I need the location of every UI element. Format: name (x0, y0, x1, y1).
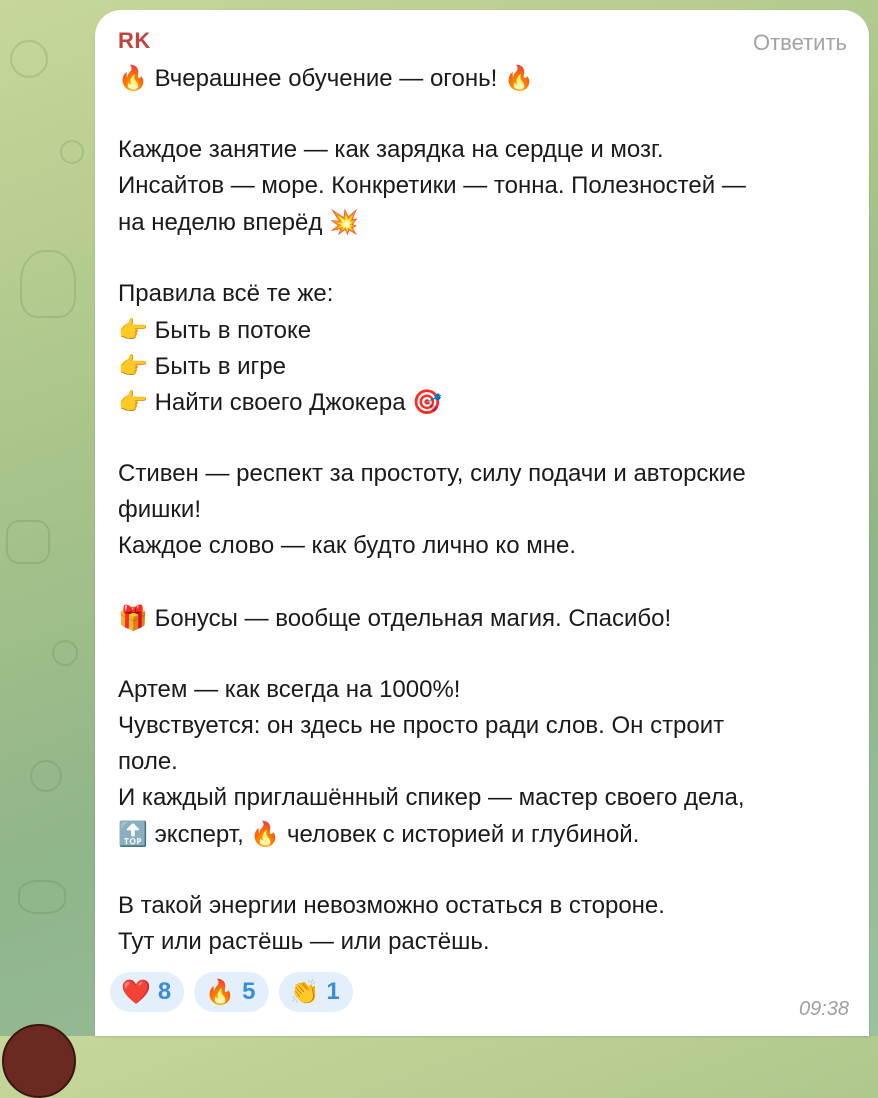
fire-icon: 🔥 (205, 978, 236, 1006)
message-time: 09:38 (798, 998, 849, 1020)
message-line (118, 816, 848, 852)
message-author[interactable]: RK (118, 28, 151, 53)
line-text: Бонусы — вообще отдельная магия. Спасибо! (154, 605, 672, 632)
emoji-icon: 🔥 (503, 64, 534, 92)
line-text: человек с историей и глубиной. (286, 821, 640, 848)
paragraph-gap (118, 852, 848, 888)
message-line (118, 528, 848, 564)
message-line (118, 492, 848, 528)
emoji-icon: 👉 (118, 316, 148, 344)
emoji-icon: 👉 (118, 352, 148, 380)
line-text: на неделю вперёд (118, 209, 323, 236)
reactions-bar (110, 972, 353, 1012)
paragraph-gap (118, 636, 848, 672)
line-text: Каждое занятие — как зарядка на сердце и мозг. (118, 136, 664, 163)
emoji-icon: 👉 (118, 388, 148, 416)
message-line (118, 456, 848, 492)
paragraph-gap (118, 420, 848, 456)
line-text: Чувствуется: он здесь не просто ради слов. Он строит (118, 712, 725, 739)
message-line (118, 204, 848, 240)
message-line (118, 924, 848, 960)
line-text: И каждый приглашённый спикер — мастер своего дела, (118, 784, 745, 811)
heart-icon: ❤️ (121, 978, 151, 1006)
sender-avatar[interactable] (2, 1024, 76, 1098)
line-text: Вчерашнее обучение — огонь! (154, 65, 498, 92)
message-line (118, 168, 848, 204)
line-text: Правила всё те же: (118, 280, 334, 307)
message-line (118, 888, 848, 924)
message-line (118, 348, 848, 384)
reaction-heart[interactable] (110, 972, 184, 1012)
line-text: Найти своего Джокера (154, 389, 406, 416)
reaction-clap[interactable] (279, 972, 353, 1012)
line-text: Артем — как всегда на 1000%! (118, 676, 461, 703)
line-text: эксперт, (154, 821, 244, 848)
emoji-icon: 🔥 (250, 820, 281, 848)
line-text: поле. (118, 748, 178, 775)
clap-icon: 👏 (289, 978, 320, 1006)
line-text: Стивен — респект за простоту, силу подачи и авторские (118, 460, 746, 487)
message-line (118, 600, 848, 636)
message-line (118, 384, 848, 420)
paragraph-gap (118, 96, 848, 132)
emoji-icon: 🎁 (118, 604, 148, 632)
paragraph-gap (118, 240, 848, 276)
message-line (118, 276, 848, 312)
line-text: В такой энергии невозможно остаться в стороне. (118, 892, 665, 919)
message-line (118, 708, 848, 744)
line-text: Быть в потоке (154, 317, 312, 344)
message-line (118, 312, 848, 348)
line-text: Инсайтов — море. Конкретики — тонна. Полезностей — (118, 172, 746, 199)
emoji-icon: 🔥 (118, 64, 148, 92)
message-text (118, 60, 848, 960)
line-text: фишки! (118, 496, 201, 523)
reaction-count: 1 (326, 978, 340, 1005)
reaction-count: 5 (242, 978, 256, 1005)
reply-button[interactable]: Ответить (752, 30, 847, 55)
paragraph-gap (118, 564, 848, 600)
emoji-icon: 🔝 (118, 820, 148, 848)
reaction-fire[interactable] (194, 972, 268, 1012)
line-text: Тут или растёшь — или растёшь. (118, 928, 490, 955)
message-line (118, 60, 848, 96)
message-line (118, 132, 848, 168)
line-text: Быть в игре (154, 353, 286, 380)
emoji-icon: 💥 (329, 208, 359, 236)
emoji-icon: 🎯 (412, 388, 443, 416)
reaction-count: 8 (157, 978, 172, 1005)
message-bubble (95, 10, 869, 1036)
message-line (118, 780, 848, 816)
message-line (118, 744, 848, 780)
message-line (118, 672, 848, 708)
line-text: Каждое слово — как будто лично ко мне. (118, 532, 576, 559)
